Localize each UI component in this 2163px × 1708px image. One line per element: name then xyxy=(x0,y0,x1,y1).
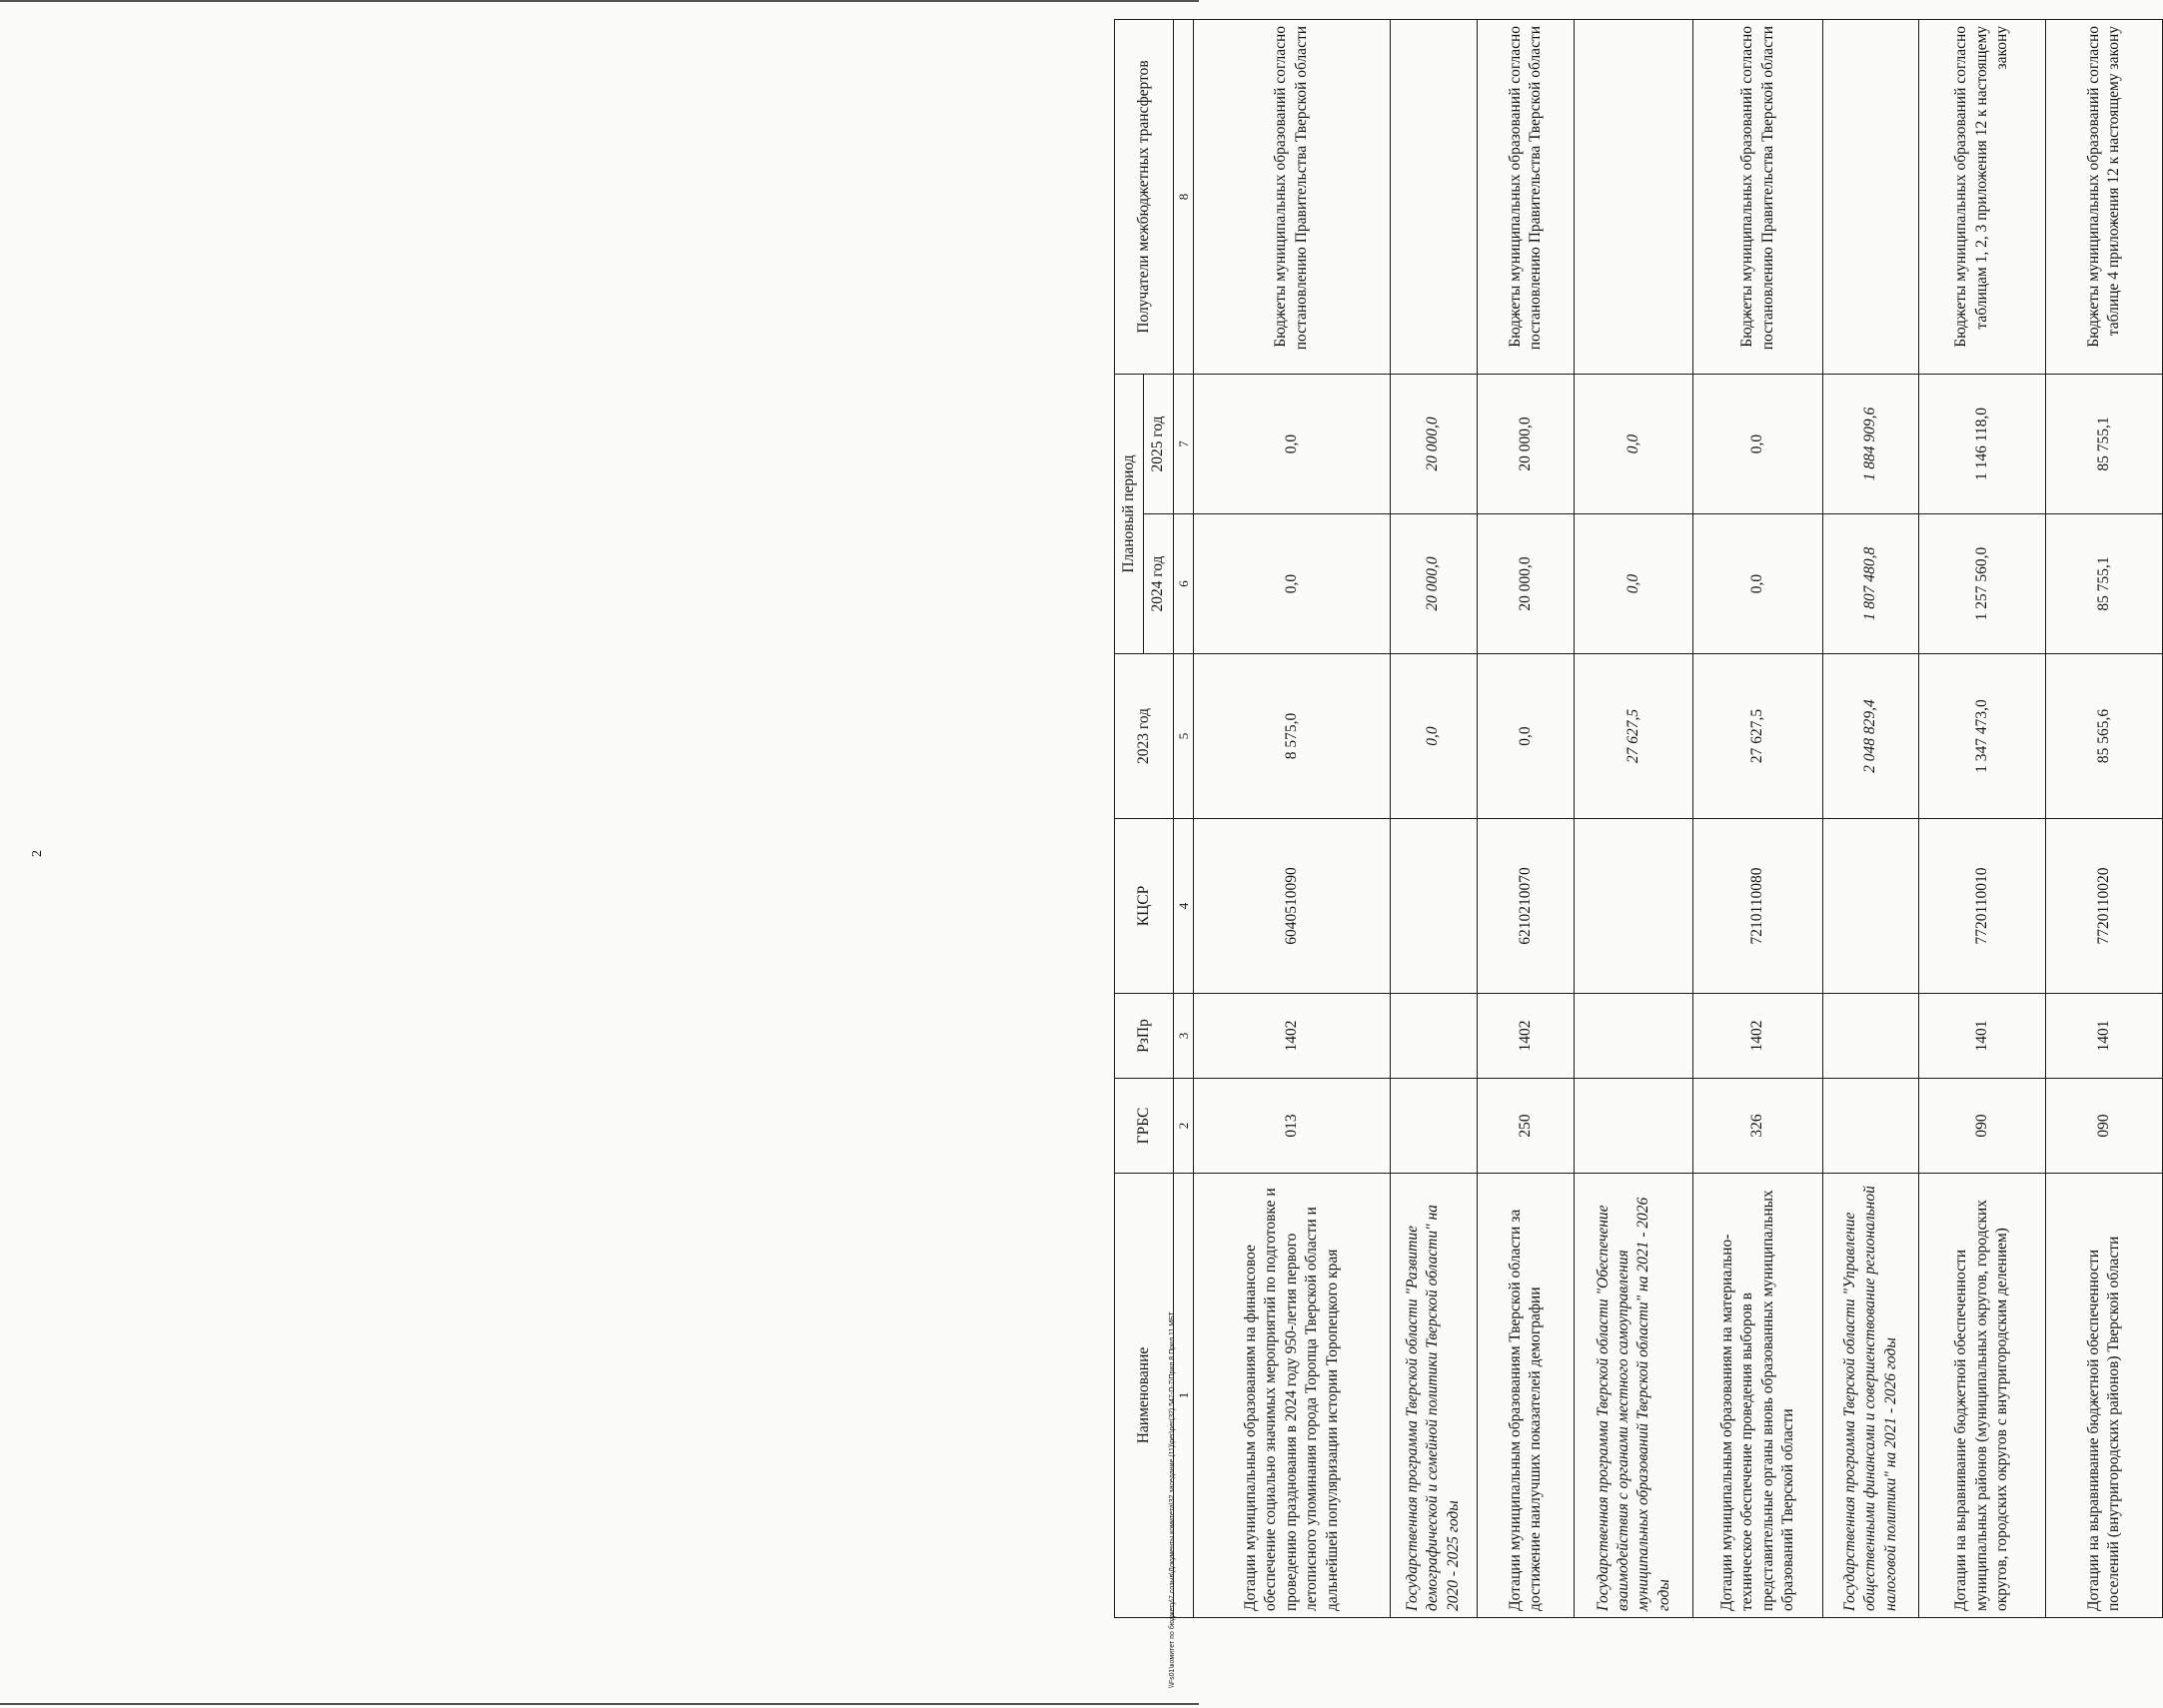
col-number: 2 xyxy=(1173,1079,1193,1174)
intergovernmental-transfers-table xyxy=(1114,19,2163,1618)
col-number: 4 xyxy=(1173,819,1193,994)
row-grbs xyxy=(1575,1079,1693,1174)
row-name: Дотации на выравнивание бюджетной обеспеченности поселений (внутригородских районов) Тверской области xyxy=(2046,1174,2163,1618)
row-2023: 0,0 xyxy=(1477,654,1575,819)
row-2024: 20 000,0 xyxy=(1477,514,1575,654)
row-name: Государственная программа Тверской области "Обеспечение взаимодействия с органами местного самоуправления муниципальных образований Тверской области" на 2021 - 2026 годы xyxy=(1575,1174,1693,1618)
row-2025: 1 884 909,6 xyxy=(1823,374,1919,513)
header-recipients: Получатели межбюджетных трансфертов xyxy=(1115,19,1174,374)
row-rzpr xyxy=(1575,994,1693,1079)
header-2023: 2023 год xyxy=(1115,654,1174,819)
scan-edge-top xyxy=(0,0,1199,2)
header-plan-period: Плановый период xyxy=(1115,374,1144,653)
row-2025: 1 146 118,0 xyxy=(1918,374,2045,513)
row-2024: 0,0 xyxy=(1575,514,1693,654)
row-recipients: Бюджеты муниципальных образований согласно таблице 4 приложения 12 к настоящему закону xyxy=(2046,19,2163,374)
row-name: Дотации муниципальным образованиям на финансовое обеспечение социально значимых мероприятий по подготовке и проведению празднования в 2024 году 950-летия первого летописного упоминания города Торопца Тверской области и дальнейшей популяризации истории Торопецкого края xyxy=(1194,1174,1391,1618)
row-2025: 20 000,0 xyxy=(1390,374,1477,513)
table-row xyxy=(1693,19,1823,1617)
row-recipients xyxy=(1575,19,1693,374)
row-kcsr: 6210210070 xyxy=(1477,819,1575,994)
row-2023: 27 627,5 xyxy=(1693,654,1823,819)
row-recipients xyxy=(1823,19,1919,374)
page-number: 2 xyxy=(30,850,45,857)
row-grbs: 326 xyxy=(1693,1079,1823,1174)
table-row xyxy=(2046,19,2163,1617)
row-grbs: 090 xyxy=(2046,1079,2163,1174)
rotated-table-container xyxy=(1114,20,2163,1618)
row-2023: 27 627,5 xyxy=(1575,654,1693,819)
table-row xyxy=(1477,19,1575,1617)
column-number-row xyxy=(1173,19,1193,1617)
row-kcsr xyxy=(1823,819,1919,994)
row-rzpr: 1402 xyxy=(1693,994,1823,1079)
header-rzpr: РзПр xyxy=(1115,994,1174,1079)
row-2024: 1 257 560,0 xyxy=(1918,514,2045,654)
table-row xyxy=(1194,19,1391,1617)
header-name: Наименование xyxy=(1115,1174,1174,1618)
row-name: Дотации муниципальным образованиям Тверской области за достижение наилучших показателей демографии xyxy=(1477,1174,1575,1618)
row-kcsr: 7210110080 xyxy=(1693,819,1823,994)
header-grbs: ГРБС xyxy=(1115,1079,1174,1174)
row-kcsr: 7720110010 xyxy=(1918,819,2045,994)
row-2024: 85 755,1 xyxy=(2046,514,2163,654)
row-grbs xyxy=(1390,1079,1477,1174)
header-2024: 2024 год xyxy=(1144,514,1173,654)
table-row xyxy=(1918,19,2045,1617)
row-kcsr: 6040510090 xyxy=(1194,819,1391,994)
col-number: 7 xyxy=(1173,374,1193,513)
row-grbs: 013 xyxy=(1194,1079,1391,1174)
row-grbs: 250 xyxy=(1477,1079,1575,1174)
table-row-program xyxy=(1575,19,1693,1617)
row-2023: 85 565,6 xyxy=(2046,654,2163,819)
row-recipients: Бюджеты муниципальных образований согласно постановлению Правительства Тверской области xyxy=(1477,19,1575,374)
row-rzpr: 1401 xyxy=(2046,994,2163,1079)
row-recipients: Бюджеты муниципальных образований согласно постановлению Правительства Тверской области xyxy=(1194,19,1391,374)
row-2024: 0,0 xyxy=(1693,514,1823,654)
table-row-program xyxy=(1823,19,1919,1617)
col-number: 3 xyxy=(1173,994,1193,1079)
col-number: 6 xyxy=(1173,514,1193,654)
footer-file-path: \\Fs01\комитет по бюджету\7 созыв\Документы комитета\32 заседание (11)\рег\рег(32) 547-П-7\Прил 8 Прил 11 МБТ xyxy=(1169,1311,1176,1688)
row-name: Дотации на выравнивание бюджетной обеспеченности муниципальных районов (муниципальных округов, городских округов, городских округов с внутригородским делением) xyxy=(1918,1174,2045,1618)
row-2025: 0,0 xyxy=(1194,374,1391,513)
row-2025: 85 755,1 xyxy=(2046,374,2163,513)
scan-edge-bottom xyxy=(0,1703,1199,1705)
row-2024: 20 000,0 xyxy=(1390,514,1477,654)
row-name: Государственная программа Тверской области "Развитие демографической и семейной политики Тверской области" на 2020 - 2025 годы xyxy=(1390,1174,1477,1618)
col-number: 8 xyxy=(1173,19,1193,374)
header-2025: 2025 год xyxy=(1144,374,1173,513)
row-recipients xyxy=(1390,19,1477,374)
row-2025: 20 000,0 xyxy=(1477,374,1575,513)
row-2024: 1 807 480,8 xyxy=(1823,514,1919,654)
row-rzpr xyxy=(1823,994,1919,1079)
row-kcsr xyxy=(1390,819,1477,994)
row-name: Государственная программа Тверской области "Управление общественными финансами и совершенствование региональной налоговой политики" на 2021 - 2026 годы xyxy=(1823,1174,1919,1618)
row-rzpr xyxy=(1390,994,1477,1079)
row-recipients: Бюджеты муниципальных образований согласно таблицам 1, 2, 3 приложения 12 к настоящему закону xyxy=(1918,19,2045,374)
row-rzpr: 1402 xyxy=(1194,994,1391,1079)
row-2023: 0,0 xyxy=(1390,654,1477,819)
row-2023: 8 575,0 xyxy=(1194,654,1391,819)
col-number: 5 xyxy=(1173,654,1193,819)
row-kcsr xyxy=(1575,819,1693,994)
col-number: 1 xyxy=(1173,1174,1193,1618)
row-2025: 0,0 xyxy=(1575,374,1693,513)
row-grbs xyxy=(1823,1079,1919,1174)
table-row-program xyxy=(1390,19,1477,1617)
row-2025: 0,0 xyxy=(1693,374,1823,513)
row-2023: 1 347 473,0 xyxy=(1918,654,2045,819)
row-rzpr: 1402 xyxy=(1477,994,1575,1079)
row-rzpr: 1401 xyxy=(1918,994,2045,1079)
row-kcsr: 7720110020 xyxy=(2046,819,2163,994)
row-name: Дотации муниципальным образованиям на материально-техническое обеспечение проведения выборов в представительные органы вновь образованных муниципальных образований Тверской области xyxy=(1693,1174,1823,1618)
row-recipients: Бюджеты муниципальных образований согласно постановлению Правительства Тверской области xyxy=(1693,19,1823,374)
row-grbs: 090 xyxy=(1918,1079,2045,1174)
row-2023: 2 048 829,4 xyxy=(1823,654,1919,819)
row-2024: 0,0 xyxy=(1194,514,1391,654)
header-kcsr: КЦСР xyxy=(1115,819,1174,994)
